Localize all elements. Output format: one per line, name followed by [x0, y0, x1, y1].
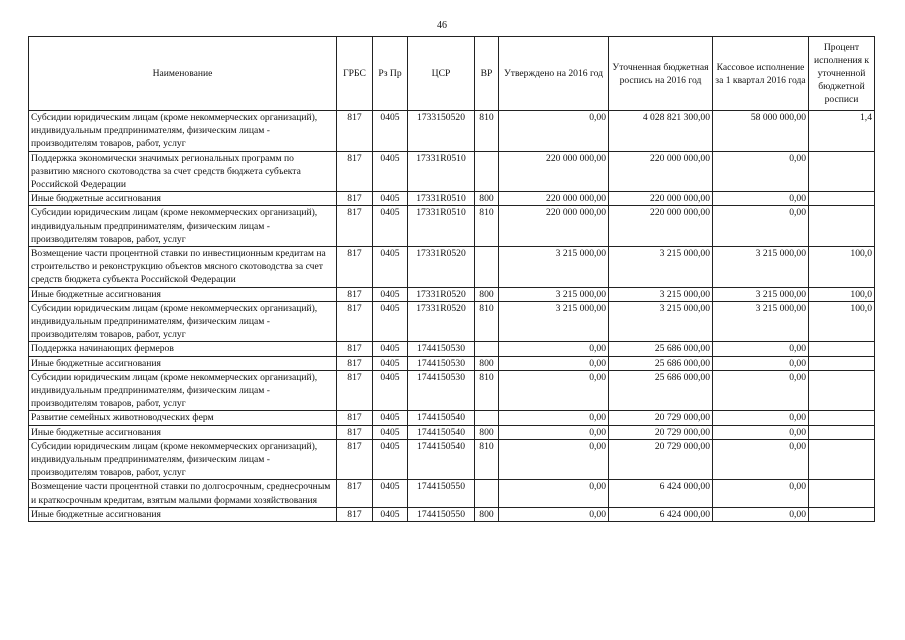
- cell-grbs: 817: [337, 507, 373, 521]
- cell-rzpr: 0405: [373, 342, 408, 356]
- cell-cash: 0,00: [713, 192, 809, 206]
- cell-refined: 6 424 000,00: [609, 480, 713, 507]
- cell-csr: 17331R0510: [408, 206, 475, 247]
- cell-cash: 0,00: [713, 356, 809, 370]
- cell-rzpr: 0405: [373, 301, 408, 342]
- cell-cash: 0,00: [713, 507, 809, 521]
- cell-vr: [475, 342, 499, 356]
- cell-grbs: 817: [337, 301, 373, 342]
- cell-approved: 3 215 000,00: [499, 301, 609, 342]
- cell-approved: 0,00: [499, 370, 609, 411]
- table-body: [29, 111, 875, 522]
- cell-percent: [809, 206, 875, 247]
- table-row: [29, 480, 875, 507]
- cell-rzpr: 0405: [373, 425, 408, 439]
- cell-percent: [809, 411, 875, 425]
- cell-percent: [809, 480, 875, 507]
- cell-rzpr: 0405: [373, 206, 408, 247]
- cell-vr: 800: [475, 425, 499, 439]
- cell-approved: 220 000 000,00: [499, 151, 609, 192]
- header-rzpr: Рз Пр: [373, 37, 408, 111]
- table-row: [29, 287, 875, 301]
- cell-vr: [475, 411, 499, 425]
- table-row: [29, 507, 875, 521]
- cell-refined: 25 686 000,00: [609, 370, 713, 411]
- cell-grbs: 817: [337, 206, 373, 247]
- cell-approved: 220 000 000,00: [499, 206, 609, 247]
- cell-vr: [475, 247, 499, 288]
- cell-grbs: 817: [337, 356, 373, 370]
- table-row: [29, 301, 875, 342]
- cell-percent: [809, 439, 875, 480]
- cell-grbs: 817: [337, 342, 373, 356]
- cell-approved: 0,00: [499, 342, 609, 356]
- cell-name: Иные бюджетные ассигнования: [29, 287, 337, 301]
- cell-rzpr: 0405: [373, 507, 408, 521]
- cell-vr: 810: [475, 301, 499, 342]
- header-refined: Уточненная бюджетная роспись на 2016 год: [609, 37, 713, 111]
- cell-name: Развитие семейных животноводческих ферм: [29, 411, 337, 425]
- cell-approved: 0,00: [499, 425, 609, 439]
- cell-vr: 810: [475, 111, 499, 152]
- cell-approved: 0,00: [499, 507, 609, 521]
- cell-grbs: 817: [337, 192, 373, 206]
- cell-cash: 3 215 000,00: [713, 247, 809, 288]
- header-csr: ЦСР: [408, 37, 475, 111]
- cell-rzpr: 0405: [373, 411, 408, 425]
- cell-percent: [809, 192, 875, 206]
- cell-grbs: 817: [337, 480, 373, 507]
- cell-rzpr: 0405: [373, 192, 408, 206]
- cell-name: Субсидии юридическим лицам (кроме некоммерческих организаций), индивидуальным предпринимателям, физическим лицам - производителям товаров, работ, услуг: [29, 206, 337, 247]
- cell-approved: 0,00: [499, 480, 609, 507]
- cell-cash: 0,00: [713, 425, 809, 439]
- table-row: [29, 111, 875, 152]
- cell-approved: 3 215 000,00: [499, 287, 609, 301]
- cell-refined: 20 729 000,00: [609, 411, 713, 425]
- cell-percent: [809, 342, 875, 356]
- cell-cash: 0,00: [713, 370, 809, 411]
- cell-csr: 1744150530: [408, 356, 475, 370]
- cell-name: Субсидии юридическим лицам (кроме некоммерческих организаций), индивидуальным предпринимателям, физическим лицам - производителям товаров, работ, услуг: [29, 439, 337, 480]
- cell-percent: 100,0: [809, 287, 875, 301]
- cell-percent: [809, 356, 875, 370]
- cell-name: Возмещение части процентной ставки по инвестиционным кредитам на строительство и реконструкцию объектов мясного скотоводства за счет средств бюджета субъекта Российской Федерации: [29, 247, 337, 288]
- cell-rzpr: 0405: [373, 151, 408, 192]
- cell-csr: 1744150550: [408, 480, 475, 507]
- cell-percent: 1,4: [809, 111, 875, 152]
- cell-name: Субсидии юридическим лицам (кроме некоммерческих организаций), индивидуальным предпринимателям, физическим лицам - производителям товаров, работ, услуг: [29, 111, 337, 152]
- cell-percent: 100,0: [809, 247, 875, 288]
- cell-rzpr: 0405: [373, 356, 408, 370]
- cell-cash: 58 000 000,00: [713, 111, 809, 152]
- cell-vr: 800: [475, 356, 499, 370]
- table-row: [29, 192, 875, 206]
- cell-csr: 17331R0520: [408, 301, 475, 342]
- cell-name: Поддержка экономически значимых региональных программ по развитию мясного скотоводства за счет средств бюджета субъекта Российской Федерации: [29, 151, 337, 192]
- table-row: [29, 370, 875, 411]
- cell-grbs: 817: [337, 287, 373, 301]
- table-row: [29, 206, 875, 247]
- cell-vr: 800: [475, 192, 499, 206]
- cell-refined: 4 028 821 300,00: [609, 111, 713, 152]
- header-approved: Утверждено на 2016 год: [499, 37, 609, 111]
- cell-rzpr: 0405: [373, 439, 408, 480]
- cell-csr: 17331R0510: [408, 151, 475, 192]
- cell-refined: 3 215 000,00: [609, 287, 713, 301]
- cell-rzpr: 0405: [373, 247, 408, 288]
- cell-refined: 25 686 000,00: [609, 356, 713, 370]
- cell-cash: 0,00: [713, 206, 809, 247]
- cell-cash: 0,00: [713, 439, 809, 480]
- cell-grbs: 817: [337, 439, 373, 480]
- cell-refined: 3 215 000,00: [609, 247, 713, 288]
- cell-refined: 220 000 000,00: [609, 192, 713, 206]
- cell-csr: 1744150530: [408, 370, 475, 411]
- cell-cash: 0,00: [713, 342, 809, 356]
- cell-percent: [809, 425, 875, 439]
- cell-csr: 1744150530: [408, 342, 475, 356]
- cell-cash: 0,00: [713, 411, 809, 425]
- cell-percent: 100,0: [809, 301, 875, 342]
- cell-grbs: 817: [337, 425, 373, 439]
- header-name: Наименование: [29, 37, 337, 111]
- cell-grbs: 817: [337, 151, 373, 192]
- budget-table: [28, 36, 875, 522]
- cell-csr: 17331R0520: [408, 287, 475, 301]
- cell-refined: 220 000 000,00: [609, 151, 713, 192]
- cell-grbs: 817: [337, 370, 373, 411]
- cell-csr: 1744150540: [408, 411, 475, 425]
- cell-name: Субсидии юридическим лицам (кроме некоммерческих организаций), индивидуальным предпринимателям, физическим лицам - производителям товаров, работ, услуг: [29, 370, 337, 411]
- cell-approved: 220 000 000,00: [499, 192, 609, 206]
- cell-vr: [475, 151, 499, 192]
- cell-refined: 220 000 000,00: [609, 206, 713, 247]
- cell-grbs: 817: [337, 111, 373, 152]
- header-grbs: ГРБС: [337, 37, 373, 111]
- cell-csr: 1744150540: [408, 425, 475, 439]
- cell-refined: 20 729 000,00: [609, 439, 713, 480]
- cell-vr: 800: [475, 287, 499, 301]
- cell-approved: 0,00: [499, 111, 609, 152]
- cell-approved: 3 215 000,00: [499, 247, 609, 288]
- cell-name: Иные бюджетные ассигнования: [29, 507, 337, 521]
- cell-vr: 800: [475, 507, 499, 521]
- cell-csr: 1744150540: [408, 439, 475, 480]
- cell-name: Иные бюджетные ассигнования: [29, 425, 337, 439]
- cell-csr: 17331R0510: [408, 192, 475, 206]
- cell-refined: 20 729 000,00: [609, 425, 713, 439]
- table-row: [29, 411, 875, 425]
- table-row: [29, 356, 875, 370]
- cell-cash: 0,00: [713, 151, 809, 192]
- cell-rzpr: 0405: [373, 480, 408, 507]
- header-cash: Кассовое исполнение за 1 квартал 2016 года: [713, 37, 809, 111]
- table-row: [29, 247, 875, 288]
- cell-approved: 0,00: [499, 356, 609, 370]
- cell-grbs: 817: [337, 411, 373, 425]
- table-row: [29, 439, 875, 480]
- cell-rzpr: 0405: [373, 111, 408, 152]
- table-row: [29, 151, 875, 192]
- header-percent: Процент исполнения к уточненной бюджетной росписи: [809, 37, 875, 111]
- cell-cash: 3 215 000,00: [713, 287, 809, 301]
- cell-rzpr: 0405: [373, 287, 408, 301]
- cell-grbs: 817: [337, 247, 373, 288]
- cell-name: Иные бюджетные ассигнования: [29, 356, 337, 370]
- cell-cash: 0,00: [713, 480, 809, 507]
- cell-vr: 810: [475, 439, 499, 480]
- cell-approved: 0,00: [499, 411, 609, 425]
- cell-vr: 810: [475, 370, 499, 411]
- cell-percent: [809, 370, 875, 411]
- cell-name: Возмещение части процентной ставки по долгосрочным, среднесрочным и краткосрочным кредитам, взятым малыми формами хозяйствования: [29, 480, 337, 507]
- cell-vr: 810: [475, 206, 499, 247]
- table-row: [29, 425, 875, 439]
- cell-csr: 1744150550: [408, 507, 475, 521]
- cell-approved: 0,00: [499, 439, 609, 480]
- cell-percent: [809, 507, 875, 521]
- cell-name: Поддержка начинающих фермеров: [29, 342, 337, 356]
- page-number: 46: [437, 20, 447, 31]
- cell-vr: [475, 480, 499, 507]
- cell-refined: 3 215 000,00: [609, 301, 713, 342]
- cell-cash: 3 215 000,00: [713, 301, 809, 342]
- cell-refined: 6 424 000,00: [609, 507, 713, 521]
- cell-refined: 25 686 000,00: [609, 342, 713, 356]
- cell-csr: 17331R0520: [408, 247, 475, 288]
- cell-percent: [809, 151, 875, 192]
- header-vr: ВР: [475, 37, 499, 111]
- table-header-row: [29, 37, 875, 111]
- cell-csr: 1733150520: [408, 111, 475, 152]
- cell-rzpr: 0405: [373, 370, 408, 411]
- table-row: [29, 342, 875, 356]
- cell-name: Субсидии юридическим лицам (кроме некоммерческих организаций), индивидуальным предпринимателям, физическим лицам - производителям товаров, работ, услуг: [29, 301, 337, 342]
- cell-name: Иные бюджетные ассигнования: [29, 192, 337, 206]
